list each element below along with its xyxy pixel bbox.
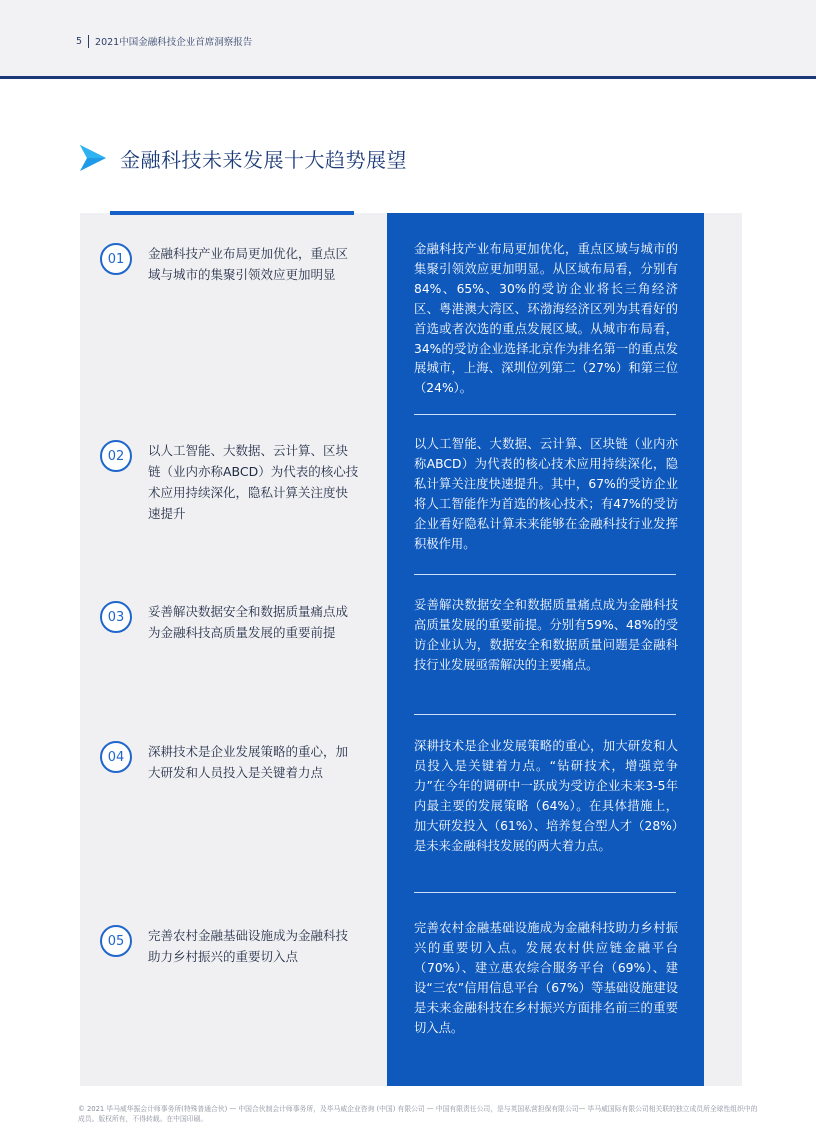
header-separator	[88, 35, 89, 48]
divider	[414, 714, 676, 715]
trend-title: 以人工智能、大数据、云计算、区块链（业内亦称ABCD）为代表的核心技术应用持续深化，隐私计算关注度快速提升	[148, 443, 359, 521]
trend-item	[100, 601, 360, 643]
page-number: 5	[76, 35, 83, 47]
section-heading	[78, 143, 407, 173]
trend-description: 以人工智能、大数据、云计算、区块链（业内亦称ABCD）为代表的核心技术应用持续深化，隐私计算关注度快速提升。其中，67%的受访企业将人工智能作为首选的核心技术；有47%的受访企业看好隐私计算未来能够在金融科技行业发挥积极作用。	[414, 437, 678, 551]
trend-number-badge: 05	[100, 925, 132, 957]
header-rule	[0, 76, 816, 79]
trend-description: 深耕技术是企业发展策略的重心，加大研发和人员投入是关键着力点。“钻研技术，增强竞争力”在今年的调研中一跃成为受访企业未来3-5年内最主要的发展策略（64%）。在具体措施上，加大研发投入（61%）、培养复合型人才（28%）是未来金融科技发展的两大着力点。	[414, 739, 678, 853]
trend-number-badge: 04	[100, 741, 132, 773]
trend-title: 完善农村金融基础设施成为金融科技助力乡村振兴的重要切入点	[148, 928, 349, 964]
trend-description: 完善农村金融基础设施成为金融科技助力乡村振兴的重要切入点。发展农村供应链金融平台（70%）、建立惠农综合服务平台（69%）、建设“三农”信用信息平台（67%）等基础设施建设是未来金融科技在乡村振兴方面排名前三的重要切入点。	[414, 921, 678, 1035]
trend-title: 金融科技产业布局更加优化，重点区域与城市的集聚引领效应更加明显	[148, 246, 349, 282]
accent-bar	[110, 211, 354, 215]
trend-item	[100, 925, 360, 967]
trend-title: 妥善解决数据安全和数据质量痛点成为金融科技高质量发展的重要前提	[148, 604, 349, 640]
divider	[414, 574, 676, 575]
trend-title: 深耕技术是企业发展策略的重心，加大研发和人员投入是关键着力点	[148, 744, 349, 780]
trend-number-badge: 01	[100, 243, 132, 275]
trend-item	[100, 440, 360, 524]
page-header	[76, 34, 252, 48]
chevron-right-icon	[78, 143, 108, 173]
trend-description: 金融科技产业布局更加优化，重点区域与城市的集聚引领效应更加明显。从区域布局看，分别有84%、65%、30%的受访企业将长三角经济区、粤港澳大湾区、环渤海经济区列为其看好的首选或者次选的重点发展区域。从城市布局看， 34%的受访企业选择北京作为排名第一的重点发展城市，上海、深圳位列第二（27%）和第三位（24%）。	[414, 242, 678, 396]
trend-item	[100, 741, 360, 783]
trend-number-badge: 02	[100, 440, 132, 472]
section-title: 金融科技未来发展十大趋势展望	[120, 147, 407, 172]
copyright-footer: © 2021 毕马威华振会计师事务所(特殊普通合伙) — 中国合伙制会计师事务所，及毕马威企业咨询 (中国) 有限公司 — 中国有限责任公司，是与英国私营担保有限公司— 毕马威国际有限公司相关联的独立成员所全球性组织中的成员。版权所有，不得转载。在中国印刷。	[78, 1105, 758, 1123]
divider	[414, 414, 676, 415]
divider	[414, 892, 676, 893]
trend-description: 妥善解决数据安全和数据质量痛点成为金融科技高质量发展的重要前提。分别有59%、48%的受访企业认为，数据安全和数据质量问题是金融科技行业发展亟需解决的主要痛点。	[414, 598, 678, 672]
trend-number-badge: 03	[100, 601, 132, 633]
trend-item	[100, 243, 360, 285]
report-title: 2021中国金融科技企业首席洞察报告	[95, 37, 253, 48]
